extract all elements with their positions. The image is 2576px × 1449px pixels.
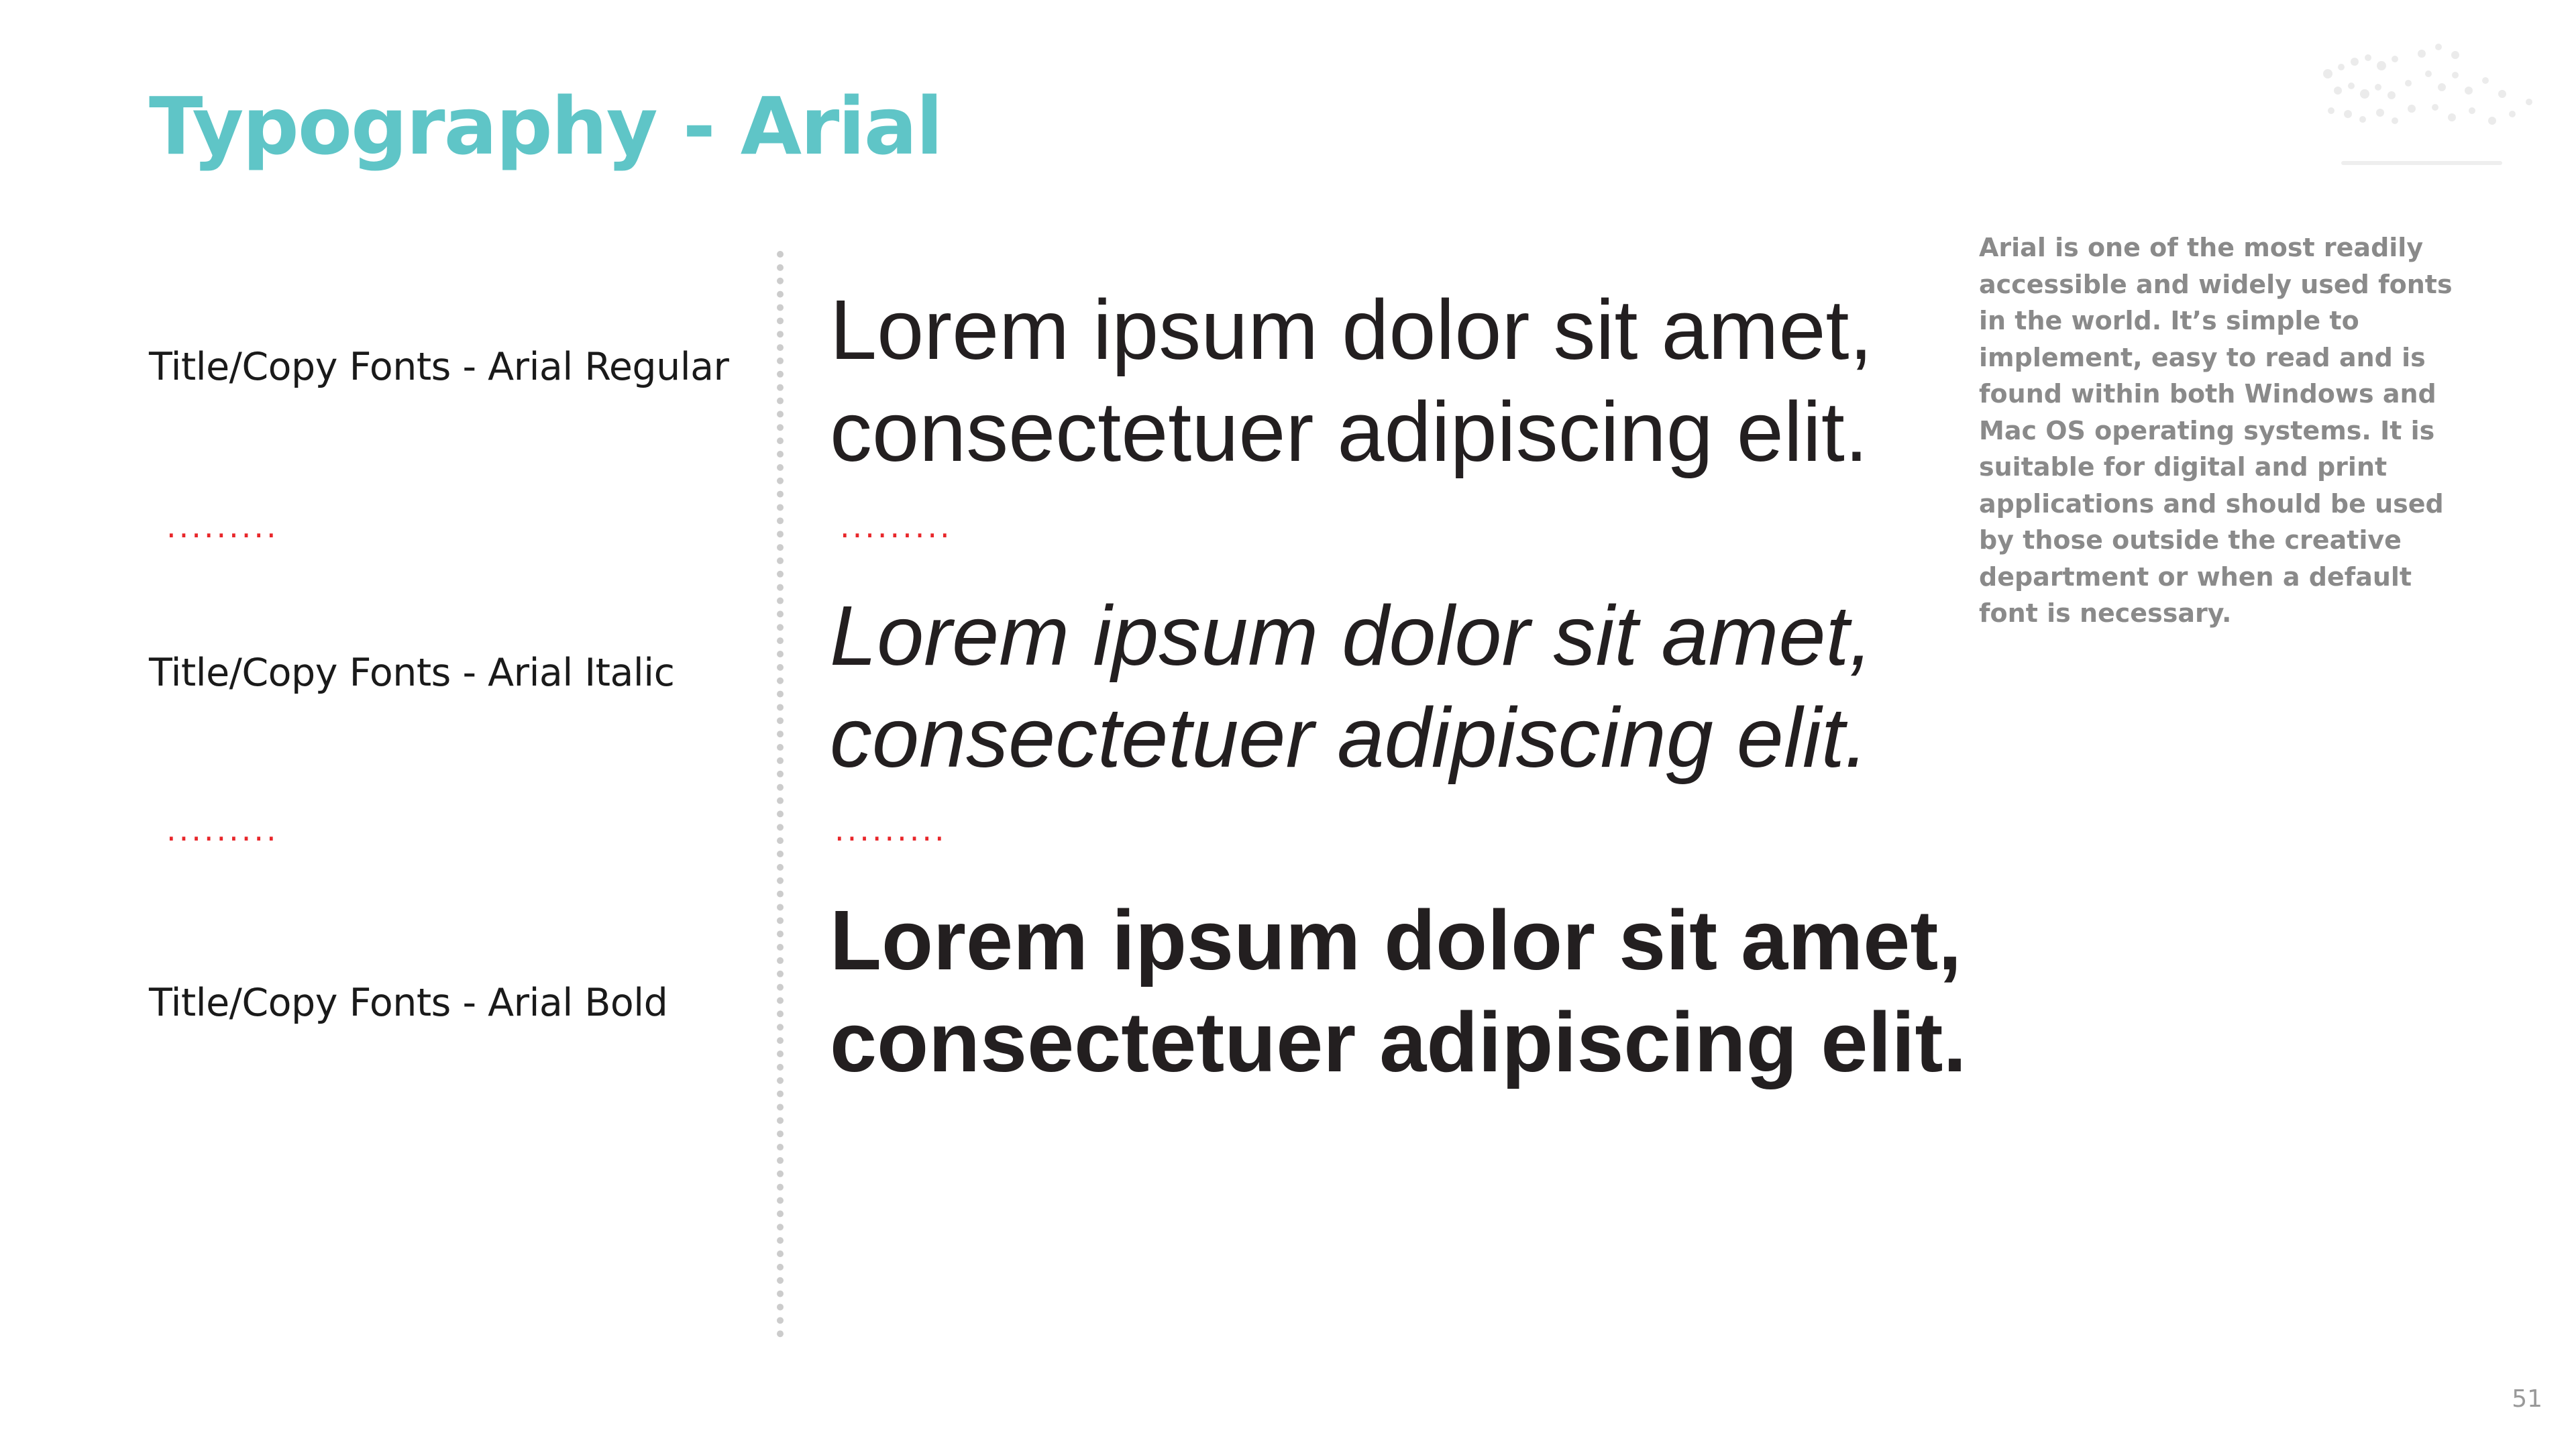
dotted-divider — [777, 251, 784, 1338]
sample-regular-line-2: consectetuer adipiscing elit. — [830, 384, 1868, 479]
sample-italic-line-1: Lorem ipsum dolor sit amet, — [830, 588, 1873, 683]
sample-italic-line-2: consectetuer adipiscing elit. — [830, 690, 1868, 785]
sample-text-bold — [830, 890, 1966, 1093]
logo-watermark — [2301, 27, 2542, 188]
page-number: 51 — [2512, 1385, 2542, 1413]
sample-regular-line-1: Lorem ipsum dolor sit amet, — [830, 282, 1873, 377]
separator-dots-right-1: ......... — [840, 508, 953, 545]
sample-text-italic — [830, 585, 1873, 789]
separator-dots-left-1: ......... — [166, 508, 279, 545]
font-label-regular: Title/Copy Fonts - Arial Regular — [149, 345, 729, 389]
sample-bold-line-1: Lorem ipsum dolor sit amet, — [830, 893, 1962, 987]
sample-text-regular — [830, 279, 1873, 483]
separator-dots-left-2: ......... — [166, 812, 279, 848]
page-title: Typography - Arial — [149, 80, 942, 172]
font-label-bold: Title/Copy Fonts - Arial Bold — [149, 981, 668, 1025]
separator-dots-right-2: ......... — [835, 812, 947, 848]
sample-bold-line-2: consectetuer adipiscing elit. — [830, 995, 1967, 1089]
font-label-italic: Title/Copy Fonts - Arial Italic — [149, 651, 675, 695]
font-description: Arial is one of the most readily accessible and widely used fonts in the world. It’s simple to implement, easy to read and is found within both Windows and Mac OS operating systems. It is suitable for digital and print applications and should be used by those outside the creative department or when a default font is necessary. — [1979, 233, 2453, 628]
